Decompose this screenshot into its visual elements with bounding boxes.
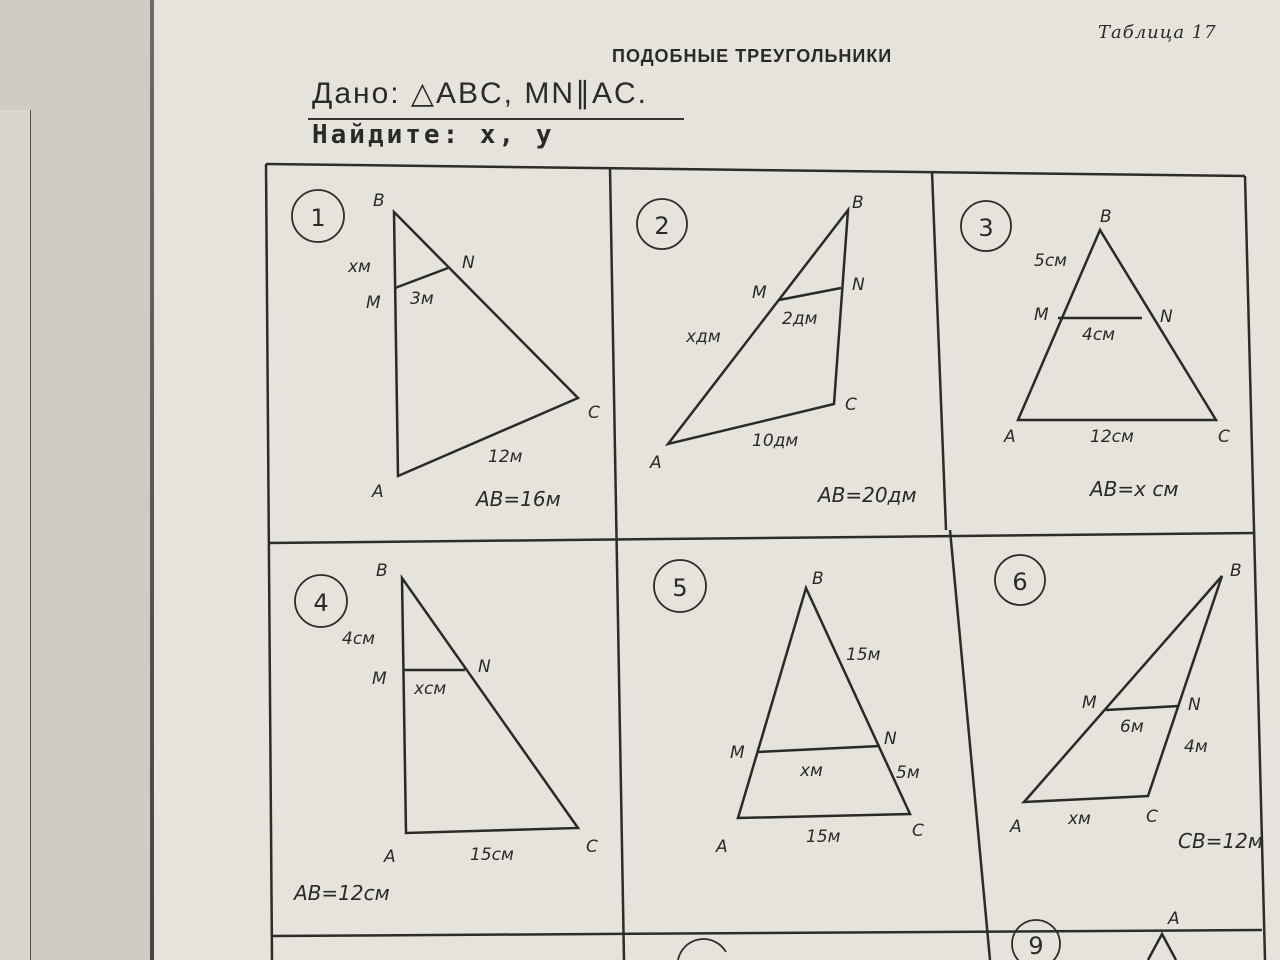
- table-number: Таблица 17: [1098, 22, 1217, 43]
- problem-4-bm-length: 4см: [342, 629, 375, 649]
- problem-1-ac-length: 12м: [488, 447, 523, 467]
- problem-9-partial: [678, 909, 1180, 960]
- problem-2-label-m: M: [752, 283, 767, 303]
- find-statement: Найдите: x, y: [312, 120, 555, 150]
- problem-1-bm-length: xм: [348, 257, 371, 277]
- problem-6-label-b: B: [1230, 561, 1242, 581]
- problem-5-label-m: M: [730, 743, 745, 763]
- problem-1: [292, 190, 600, 511]
- problem-5: [654, 560, 924, 857]
- problem-3-label-a: A: [1004, 427, 1016, 447]
- problem-3-number: 3: [978, 214, 994, 242]
- problem-5-mn-length: xм: [800, 761, 823, 781]
- problem-4-label-b: B: [376, 561, 388, 581]
- problem-2-label-b: B: [852, 193, 864, 213]
- problem-6-segment-mn: [1106, 706, 1179, 710]
- problem-6-nc-length: 4м: [1184, 737, 1208, 757]
- problem-4-label-c: C: [586, 837, 598, 857]
- problem-6-label-n: N: [1188, 695, 1201, 715]
- problem-2-ac-length: 10дм: [752, 431, 799, 451]
- problem-6-number: 6: [1012, 568, 1028, 596]
- problem-4-ac-length: 15см: [470, 845, 514, 865]
- problem-3-ac-length: 12см: [1090, 427, 1134, 447]
- problem-1-label-m: M: [366, 293, 381, 313]
- problem-1-condition: AB=16м: [476, 487, 561, 511]
- problem-8-circle-partial: [678, 939, 726, 960]
- problem-3-mn-length: 4см: [1082, 325, 1115, 345]
- problem-2-number: 2: [654, 212, 670, 240]
- problem-2-segment-mn: [779, 288, 841, 300]
- problem-2: [637, 193, 917, 507]
- problem-3: [961, 201, 1230, 501]
- problem-9-number: 9: [1028, 932, 1044, 960]
- problem-1-segment-mn: [395, 268, 448, 288]
- problem-6-label-c: C: [1146, 807, 1158, 827]
- page-title: ПОДОБНЫЕ ТРЕУГОЛЬНИКИ: [612, 46, 893, 66]
- problem-5-number: 5: [672, 574, 688, 602]
- problem-5-label-c: C: [912, 821, 924, 841]
- problem-6: [995, 555, 1263, 853]
- problem-3-label-c: C: [1218, 427, 1230, 447]
- problem-5-bn-length: 15м: [846, 645, 881, 665]
- problem-2-label-c: C: [845, 395, 857, 415]
- problem-9-label-a: A: [1168, 909, 1180, 929]
- problem-3-label-b: B: [1100, 207, 1112, 227]
- problem-4-triangle: [402, 578, 578, 833]
- problem-4-label-n: N: [478, 657, 491, 677]
- problem-2-am-length: xдм: [686, 327, 721, 347]
- problem-1-label-a: A: [372, 482, 384, 502]
- problem-1-number: 1: [310, 204, 326, 232]
- problem-1-label-n: N: [462, 253, 475, 273]
- problem-6-label-a: A: [1010, 817, 1022, 837]
- problem-1-label-b: B: [373, 191, 385, 211]
- problem-6-condition: CB=12м: [1178, 829, 1263, 853]
- problem-6-mn-length: 6м: [1120, 717, 1144, 737]
- problem-2-condition: AB=20дм: [818, 483, 917, 507]
- problem-3-label-n: N: [1160, 307, 1173, 327]
- problem-6-triangle: [1024, 576, 1222, 802]
- problem-4: [292, 561, 598, 905]
- problem-3-bm-length: 5см: [1034, 251, 1067, 271]
- problem-2-label-n: N: [852, 275, 865, 295]
- problem-1-mn-length: 3м: [410, 289, 434, 309]
- problem-5-segment-mn: [757, 746, 880, 752]
- given-statement: Дано: △ABC, MN∥AC.: [312, 77, 649, 110]
- problem-5-label-n: N: [884, 729, 897, 749]
- problem-5-ac-length: 15м: [806, 827, 841, 847]
- problem-4-label-m: M: [372, 669, 387, 689]
- problem-2-mn-length: 2дм: [782, 309, 818, 329]
- problem-1-label-c: C: [588, 403, 600, 423]
- problem-4-number: 4: [313, 589, 329, 617]
- problem-6-ac-length: xм: [1068, 809, 1091, 829]
- problem-1-triangle: [394, 212, 578, 476]
- problem-4-label-a: A: [384, 847, 396, 867]
- problem-3-label-m: M: [1034, 305, 1049, 325]
- problem-2-label-a: A: [650, 453, 662, 473]
- problem-5-nc-length: 5м: [896, 763, 920, 783]
- problem-5-label-a: A: [716, 837, 728, 857]
- problem-4-mn-length: xсм: [414, 679, 447, 699]
- problem-6-label-m: M: [1082, 693, 1097, 713]
- problem-5-triangle: [738, 588, 910, 818]
- problem-5-label-b: B: [812, 569, 824, 589]
- problem-3-condition: AB=x см: [1090, 477, 1179, 501]
- problem-9-triangle-top: [1148, 934, 1176, 960]
- problem-4-condition: AB=12см: [294, 881, 390, 905]
